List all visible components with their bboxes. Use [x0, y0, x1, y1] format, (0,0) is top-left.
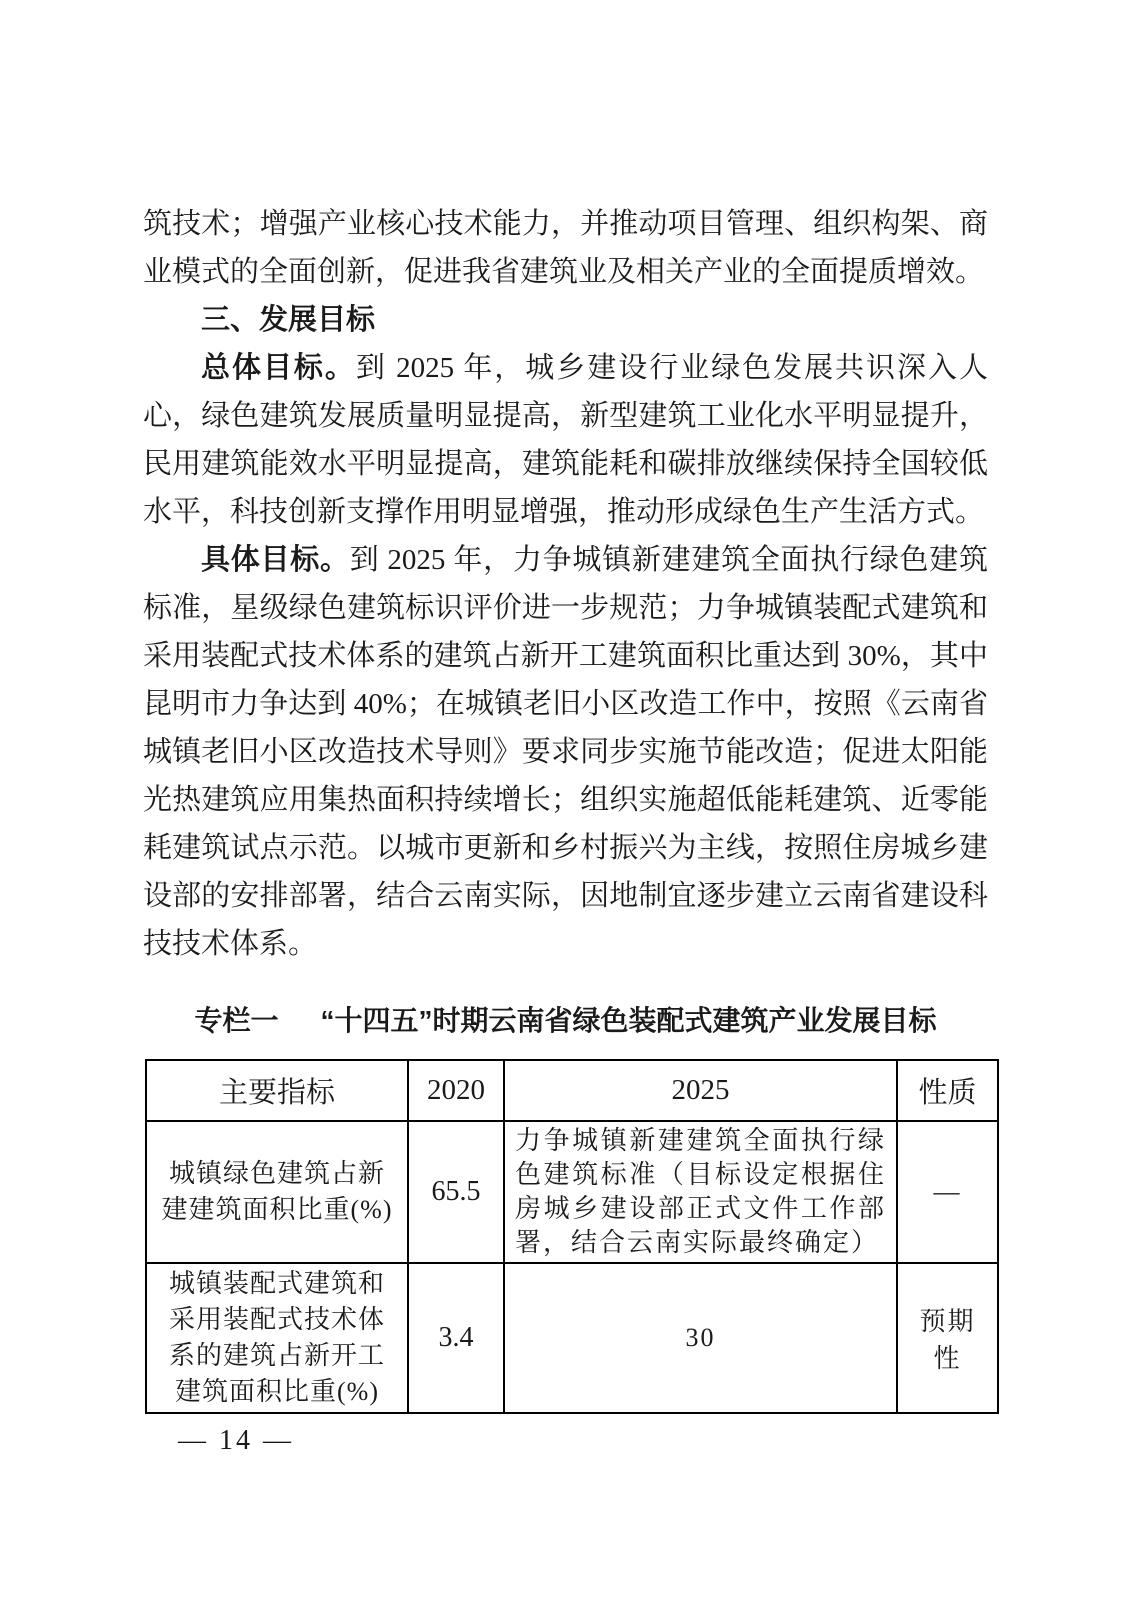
body-text: [143, 200, 988, 968]
cell-indicator: 城镇装配式建筑和采用装配式技术体系的建筑占新开工建筑面积比重(%): [146, 1263, 408, 1413]
cell-nature: —: [897, 1121, 998, 1263]
table-row: [146, 1263, 998, 1413]
table-header-row: [146, 1060, 998, 1121]
overall-goal-text: 到 2025 年，城乡建设行业绿色发展共识深入人心，绿色建筑发展质量明显提高，新型建筑工业化水平明显提升，民用建筑能效水平明显提高，建筑能耗和碳排放继续保持全国较低水平，科技创新支撑作用明显增强，推动形成绿色生产生活方式。: [143, 352, 988, 528]
specific-goal-text: 到 2025 年，力争城镇新建建筑全面执行绿色建筑标准，星级绿色建筑标识评价进一步规范；力争城镇装配式建筑和采用装配式技术体系的建筑占新开工建筑面积比重达到 30%，其中昆明市力争达到 40%；在城镇老旧小区改造工作中，按照《云南省城镇老旧小区改造技术导则》要求同步实施节能改造；促进太阳能光热建筑应用集热面积持续增长；组织实施超低能耗建筑、近零能耗建筑试点示范。以城市更新和乡村振兴为主线，按照住房城乡建设部的安排部署，结合云南实际，因地制宜逐步建立云南省建设科技技术体系。: [143, 544, 988, 960]
cell-2025-value: 30: [504, 1263, 897, 1413]
goals-table: [145, 1059, 999, 1414]
cell-indicator: 城镇绿色建筑占新建建筑面积比重(%): [146, 1121, 408, 1263]
panel-caption-label: 专栏一: [194, 1005, 279, 1036]
cell-2020-value: 3.4: [408, 1263, 504, 1413]
header-2025: 2025: [504, 1060, 897, 1121]
header-nature: 性质: [897, 1060, 998, 1121]
cell-2020-value: 65.5: [408, 1121, 504, 1263]
header-2020: 2020: [408, 1060, 504, 1121]
table-row: [146, 1121, 998, 1263]
page-number: — 14 —: [178, 1425, 294, 1456]
header-indicator: 主要指标: [146, 1060, 408, 1121]
section-heading: 三、发展目标: [201, 304, 376, 336]
cell-2025-value: 力争城镇新建建筑全面执行绿色建筑标准（目标设定根据住房城乡建设部正式文件工作部署，结合云南实际最终确定）: [504, 1121, 897, 1263]
continuation-paragraph: 筑技术；增强产业核心技术能力，并推动项目管理、组织构架、商业模式的全面创新，促进我省建筑业及相关产业的全面提质增效。: [143, 208, 988, 288]
overall-goal-lead: 总体目标。: [201, 352, 356, 384]
overall-goal-paragraph: [143, 344, 988, 536]
specific-goal-paragraph: [143, 536, 988, 968]
specific-goal-lead: 具体目标。: [201, 544, 350, 576]
panel-caption: [143, 1004, 988, 1038]
panel-caption-title: “十四五”时期云南省绿色装配式建筑产业发展目标: [320, 1005, 937, 1036]
cell-nature: 预期性: [897, 1263, 998, 1413]
